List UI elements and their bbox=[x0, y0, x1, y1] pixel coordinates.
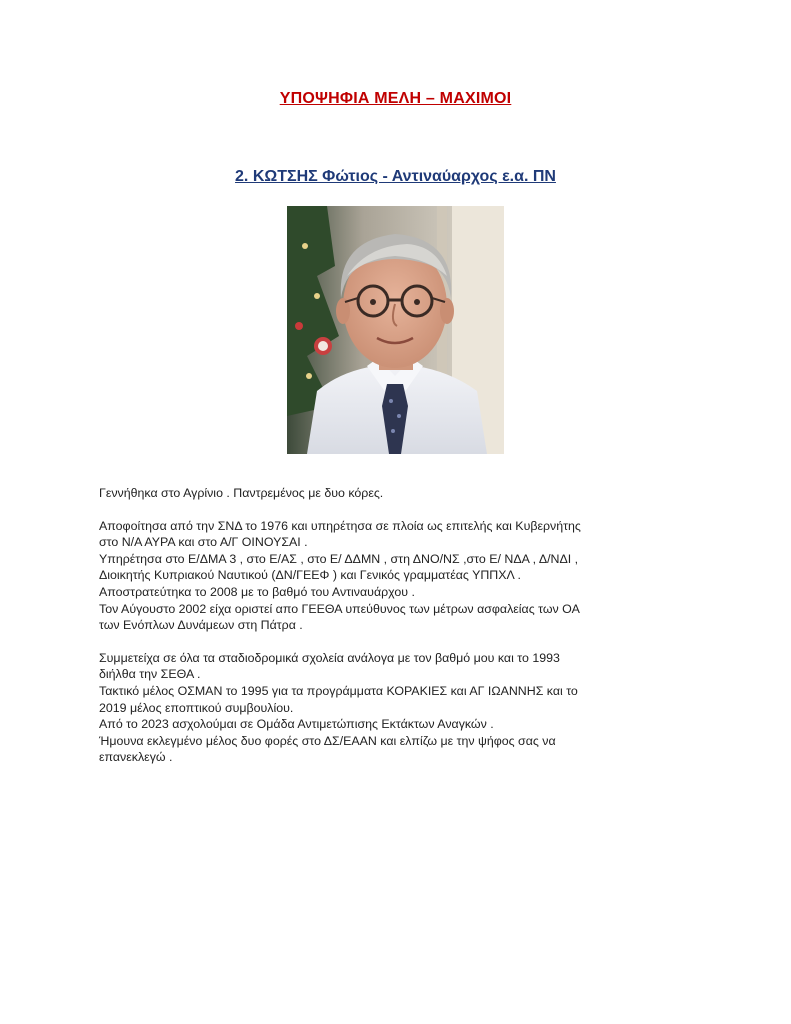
bio-line: Συμμετείχα σε όλα τα σταδιοδρομικά σχολεία ανάλογα με τον βαθμό μου και το 1993 bbox=[99, 650, 560, 665]
bio-line: Αποφοίτησα από την ΣΝΔ το 1976 και υπηρέτησα σε πλοία ως επιτελής και Κυβερνήτης bbox=[99, 518, 581, 533]
bio-paragraph-3 bbox=[99, 650, 697, 766]
bio-line: των Ενόπλων Δυνάμεων στη Πάτρα . bbox=[99, 618, 303, 633]
candidate-name: 2. ΚΩΤΣΗΣ Φώτιος - Αντιναύαρχος ε.α. ΠΝ bbox=[235, 168, 556, 185]
bio-line: επανεκλεγώ . bbox=[99, 750, 173, 765]
bio-line: Τακτικό μέλος ΟΣΜΑΝ το 1995 για τα προγράμματα ΚΟΡΑΚΙΕΣ και ΑΓ ΙΩΑΝΝΗΣ και το bbox=[99, 683, 578, 698]
bio-line: Τον Αύγουστο 2002 είχα οριστεί απο ΓΕΕΘΑ υπεύθυνος των μέτρων ασφαλείας των ΟΑ bbox=[99, 601, 580, 616]
bio-line: Υπηρέτησα στο Ε/ΔΜΑ 3 , στο Ε/ΑΣ , στο Ε/ ΔΔΜΝ , στη ΔΝΟ/ΝΣ ,στο Ε/ ΝΔΑ , Δ/ΝΔΙ , bbox=[99, 551, 579, 566]
bio-line: Αποστρατεύτηκα το 2008 με το βαθμό του Αντιναυάρχου . bbox=[99, 584, 415, 599]
bio-line: διήλθα την ΣΕΘΑ . bbox=[99, 667, 201, 682]
portrait-photo bbox=[287, 206, 504, 454]
biography bbox=[99, 485, 697, 766]
bio-line: στο Ν/Α ΑΥΡΑ και στο Α/Γ ΟΙΝΟΥΣΑΙ . bbox=[99, 535, 308, 550]
page-title: ΥΠΟΨΗΦΙΑ ΜΕΛΗ – ΜΑΧΙΜΟΙ bbox=[279, 90, 512, 107]
bio-paragraph-1: Γεννήθηκα στο Αγρίνιο . Παντρεμένος με δυο κόρες. bbox=[99, 486, 384, 500]
bio-line: 2019 μέλος εποπτικού συμβουλίου. bbox=[99, 700, 294, 715]
bio-line: Από το 2023 ασχολούμαι σε Ομάδα Αντιμετώπισης Εκτάκτων Αναγκών . bbox=[99, 717, 494, 732]
bio-line: Διοικητής Κυπριακού Ναυτικού (ΔΝ/ΓΕΕΦ ) και Γενικός γραμματέας ΥΠΠΧΛ . bbox=[99, 568, 521, 583]
bio-paragraph-2 bbox=[99, 518, 697, 634]
bio-line: Ήμουνα εκλεγμένο μέλος δυο φορές στο ΔΣ/ΕΑΑΝ και ελπίζω με την ψήφος σας να bbox=[99, 733, 556, 748]
